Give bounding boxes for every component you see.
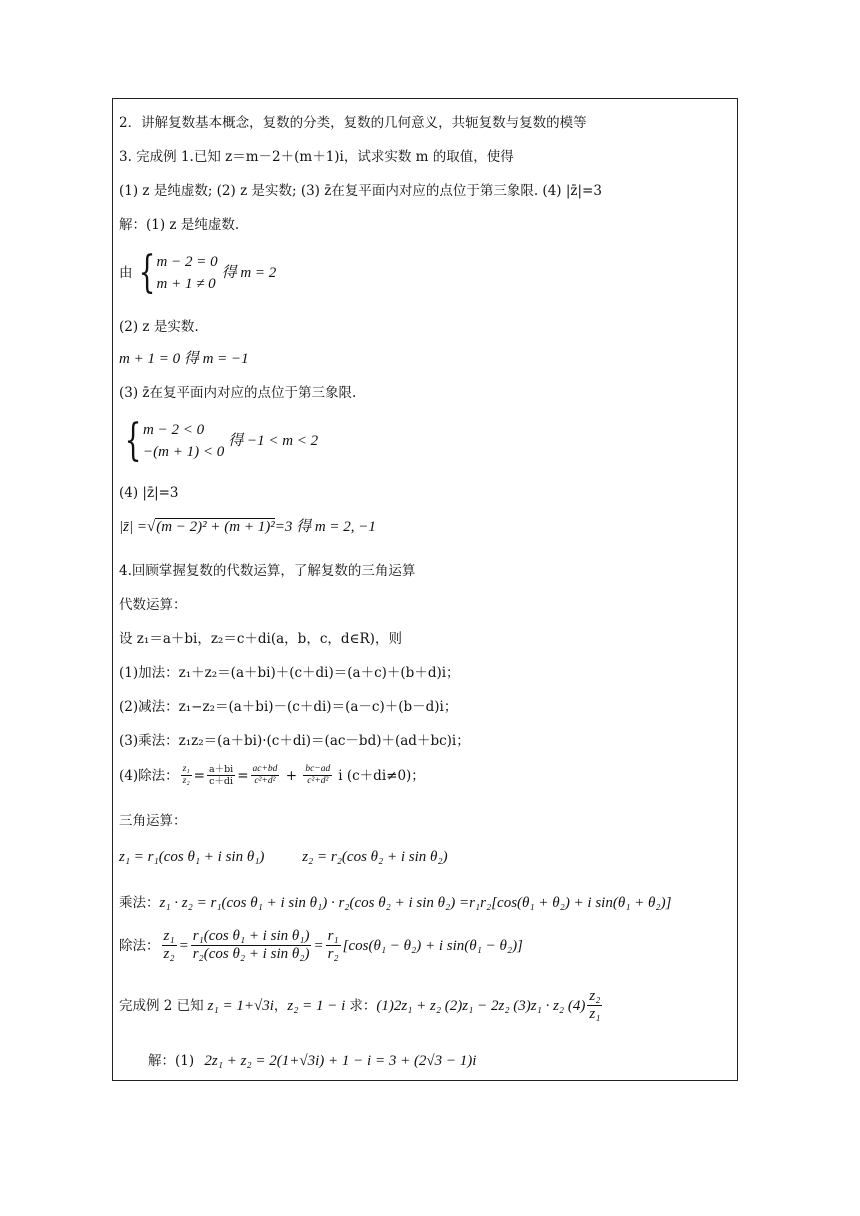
line-trig-division: 除法： $\frac{\text{z₁}}{\text{z₂}}$ = $\frac{\text{r₁(cos θ₁ + i sin θ₁)}}{\text{r₂(cos θ₂ + i sin θ₂)}}$ = $\frac{\text{r₁}}{\text{r₂}}$ [cos(θ₁ − θ₂) + i sin(θ₁ − θ₂)] bbox=[119, 928, 523, 962]
line-equation-2: m + 1 = 0 得 m = −1 bbox=[119, 351, 249, 367]
line-trig-forms bbox=[119, 848, 448, 866]
result: 得 −1 < m < 2 bbox=[228, 433, 319, 449]
line-multiplication: (3)乘法：z₁z₂＝(a＋bi)·(c＋di)＝(ac－bd)＋(ad＋bc)i； bbox=[119, 733, 470, 749]
parts: (1)2z₁ + z₂ (2)z₁ − 2z₂ (3)z₁ · z₂ (4) bbox=[376, 997, 586, 1014]
separator: ， bbox=[273, 997, 288, 1014]
line-algebraic-ops: 代数运算： bbox=[119, 597, 187, 613]
fraction: $\frac{ac+bd}{\text{c²+d²}}$ bbox=[252, 764, 278, 786]
division-label: (4)除法： bbox=[119, 767, 179, 784]
example-2-text: 完成例 2 已知 bbox=[119, 997, 204, 1014]
line-solution-3: (3) z̄在复平面内对应的点位于第三象限. bbox=[119, 385, 357, 401]
equation: −(m + 1) < 0 bbox=[143, 444, 225, 460]
fraction: $\frac{\text{z₁}}{\text{z₂}}$ bbox=[182, 764, 190, 786]
equation: m − 2 = 0 bbox=[156, 254, 218, 270]
equation: m + 1 ≠ 0 bbox=[156, 276, 216, 292]
line-division: (4)除法： $\frac{\text{z₁}}{\text{z₂}}$ = $\frac{a+bi}{c+di}$ = $\frac{ac+bd}{\text{c²+d²}}$ + $\frac{bc-ad}{\text{c²+d²}}$ i (c＋di≠0)； bbox=[119, 764, 425, 787]
line-trig-ops: 三角运算： bbox=[119, 813, 187, 829]
line-define-z: 设 z₁＝a＋bi，z₂＝c＋di(a，b，c，d∈R)，则 bbox=[119, 631, 402, 647]
z2-trig: z₂ = r₂(cos θ₂ + i sin θ₂) bbox=[302, 849, 448, 865]
line-solution-4: (4) |z̄|=3 bbox=[119, 485, 179, 501]
line-section-4: 4.回顾掌握复数的代数运算，了解复数的三角运算 bbox=[119, 563, 416, 579]
line-example-1: 3. 完成例 1.已知 z＝m－2＋(m＋1)i，试求实数 m 的取值，使得 bbox=[119, 149, 514, 165]
fraction: $\frac{\text{z₁}}{\text{z₂}}$ bbox=[163, 928, 175, 962]
ask-label: 求： bbox=[349, 997, 377, 1014]
prefix-you: 由 bbox=[119, 265, 133, 281]
z2-value: z₂ = 1 − i bbox=[287, 997, 346, 1014]
mult-label: 乘法： bbox=[119, 895, 160, 911]
line-addition: (1)加法：z₁＋z₂＝(a＋bi)＋(c＋di)＝(a＋c)＋(b＋d)i； bbox=[119, 665, 460, 681]
result: 得 m = 2 bbox=[221, 265, 277, 281]
line-modulus-equation: |z̄| =√(m − 2)² + (m + 1)²=3 得 m = 2, −1 bbox=[119, 519, 376, 535]
z1-value: z₁ = 1+√3i bbox=[207, 997, 274, 1014]
equation: m − 2 < 0 bbox=[143, 422, 205, 438]
sqrt-content: (m − 2)² + (m + 1)² bbox=[156, 519, 275, 535]
mult-expression: z₁ · z₂ = r₁(cos θ₁ + i sin θ₁) · r₂(cos θ₂ + i sin θ₂) =r₁r₂[cos(θ₁ + θ₂) + i sin(θ₁ + θ₂)] bbox=[159, 895, 672, 911]
equation-system bbox=[133, 247, 218, 298]
line-trig-multiplication bbox=[119, 894, 671, 912]
line-system-3 bbox=[119, 415, 319, 466]
fraction: $\frac{bc-ad}{\text{c²+d²}}$ bbox=[305, 764, 331, 786]
line-example-2-solution bbox=[148, 1052, 476, 1070]
equation-system bbox=[119, 415, 225, 466]
line-basic-concepts: 2．讲解复数基本概念，复数的分类，复数的几何意义，共轭复数与复数的模等 bbox=[119, 115, 587, 131]
line-conditions: (1) z 是纯虚数; (2) z 是实数; (3) z̄在复平面内对应的点位于第三象限. (4) |z̄|=3 bbox=[119, 183, 602, 199]
line-solution-2: (2) z 是实数. bbox=[119, 319, 199, 335]
fraction: $\frac{\text{z₂}}{\text{z₁}}$ bbox=[589, 988, 601, 1022]
modulus-left: |z̄| = bbox=[119, 519, 147, 535]
fraction: $\frac{a+bi}{c+di}$ bbox=[208, 764, 234, 787]
div-label: 除法： bbox=[119, 937, 160, 954]
line-solution-1: 解：(1) z 是纯虚数. bbox=[119, 217, 240, 233]
brace-icon: { bbox=[138, 247, 155, 298]
fraction: $\frac{\text{r₁}}{\text{r₂}}$ bbox=[327, 928, 339, 962]
division-suffix: i (c＋di≠0)； bbox=[338, 767, 425, 784]
div-tail: [cos(θ₁ − θ₂) + i sin(θ₁ − θ₂)] bbox=[342, 937, 523, 954]
solution-expression: 2z₁ + z₂ = 2(1+√3i) + 1 − i = 3 + (2√3 − 1)i bbox=[204, 1053, 477, 1069]
z1-trig: z₁ = r₁(cos θ₁ + i sin θ₁) bbox=[119, 849, 265, 865]
fraction: $\frac{\text{r₁(cos θ₁ + i sin θ₁)}}{\text{r₂(cos θ₂ + i sin θ₂)}}$ bbox=[192, 928, 310, 962]
line-subtraction: (2)减法：z₁−z₂＝(a＋bi)－(c＋di)＝(a－c)＋(b－d)i； bbox=[119, 699, 458, 715]
line-example-2 bbox=[119, 988, 604, 1023]
solution-label: 解：(1) bbox=[148, 1053, 195, 1069]
modulus-right: =3 得 m = 2, −1 bbox=[274, 519, 376, 535]
brace-icon: { bbox=[124, 415, 142, 466]
line-system-1 bbox=[119, 247, 277, 298]
